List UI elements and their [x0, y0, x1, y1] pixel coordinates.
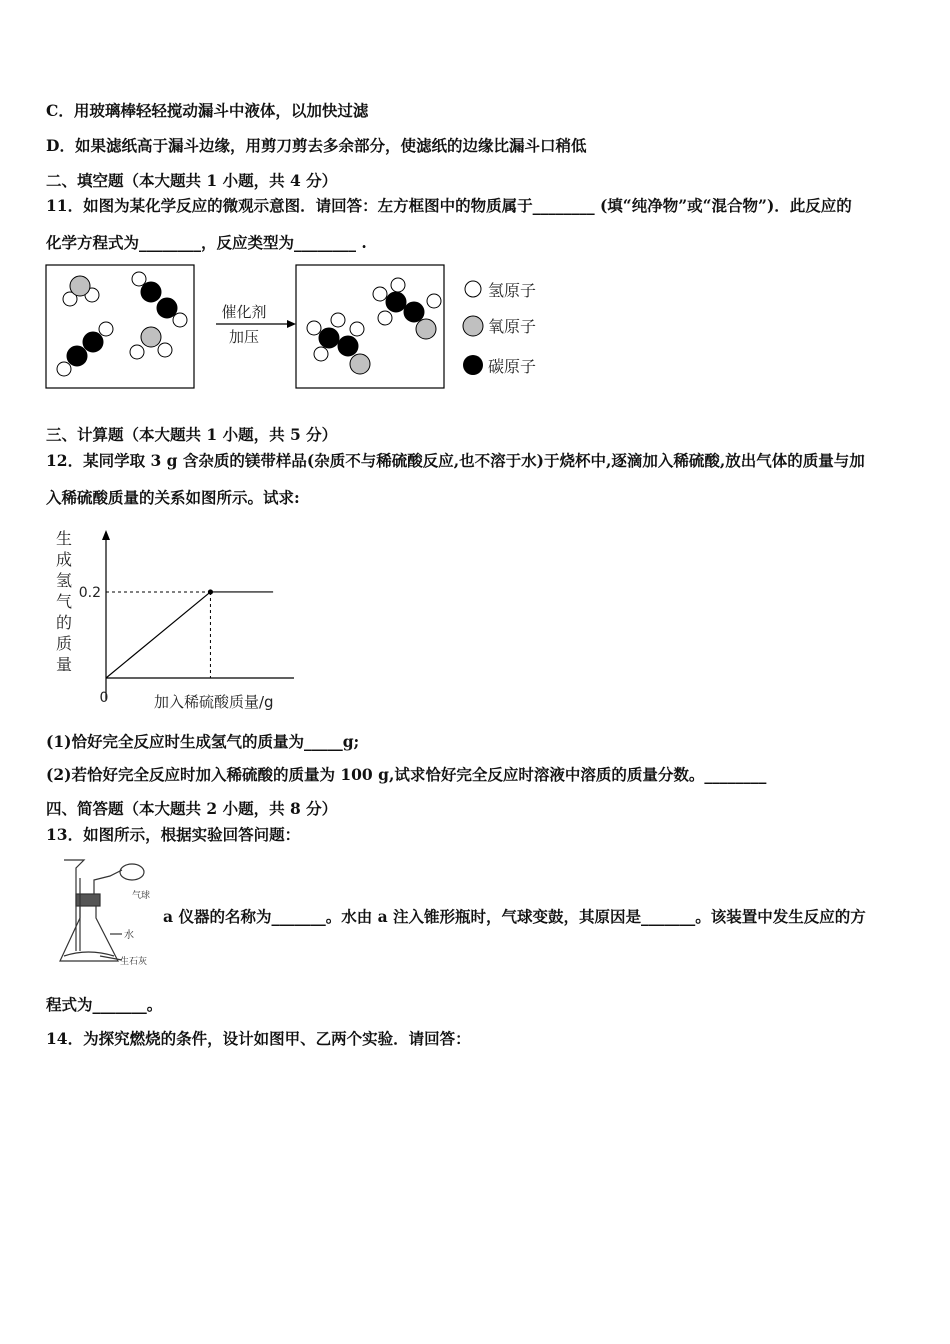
- question-13-line2: a 仪器的名称为_______。水由 a 注入锥形瓶时，气球变鼓，其原因是_______。该装置中发生反应的方: [163, 907, 866, 926]
- label-balloon: 气球: [132, 891, 151, 901]
- option-c: C．用玻璃棒轻轻搅动漏斗中液体，以加快过滤: [46, 101, 369, 120]
- flask-apparatus-diagram: [50, 856, 160, 971]
- carbon-atom-icon: [463, 355, 483, 375]
- question-14: 14．为探究燃烧的条件，设计如图甲、乙两个实验．请回答：: [46, 1029, 471, 1048]
- conical-flask-icon: [60, 906, 118, 961]
- chart-x-label: 加入稀硫酸质量/g: [154, 693, 274, 711]
- question-12-line1: 12．某同学取 3 g 含杂质的镁带样品(杂质不与稀硫酸反应,也不溶于水)于烧杯中,逐滴加入稀硫酸,放出气体的质量与加: [46, 451, 865, 470]
- chart-y-axis-arrow: [102, 530, 110, 540]
- oxygen-atom-icon: [463, 316, 483, 336]
- chart-series-segment: [106, 592, 210, 678]
- label-water: 水: [124, 930, 134, 941]
- question-11-line2: 化学方程式为________，反应类型为________ .: [46, 233, 367, 252]
- section-calculation-heading: 三、计算题（本大题共 1 小题，共 5 分）: [46, 425, 338, 444]
- hydrogen-atom-icon: [465, 281, 481, 297]
- chart-y-label: [56, 529, 72, 674]
- section-fill-in-heading: 二、填空题（本大题共 1 小题，共 4 分）: [46, 171, 338, 190]
- atom-legend: [463, 281, 536, 376]
- option-d: D．如果滤纸高于漏斗边缘，用剪刀剪去多余部分，使滤纸的边缘比漏斗口稍低: [46, 136, 587, 155]
- section-short-answer-heading: 四、简答题（本大题共 2 小题，共 8 分）: [46, 799, 338, 818]
- chart-y-tick-label: 0.2: [78, 584, 101, 601]
- question-12-part1: (1)恰好完全反应时生成氢气的质量为_____g;: [46, 732, 360, 751]
- balloon-icon: [120, 864, 144, 880]
- chart-origin-label: 0: [99, 690, 109, 706]
- chart-y-label-char: 生: [55, 529, 73, 548]
- legend-hydrogen: 氢原子: [488, 281, 537, 300]
- arrow-label-pressure: 加压: [228, 328, 260, 346]
- hydrogen-mass-chart: [44, 522, 304, 717]
- chart-y-label-char: 量: [55, 655, 73, 674]
- question-13-line1: 13．如图所示，根据实验回答问题：: [46, 825, 301, 844]
- question-12-line2: 入稀硫酸质量的关系如图所示。试求:: [46, 488, 300, 507]
- question-13-line3: 程式为_______。: [46, 995, 163, 1014]
- reaction-arrow: [216, 303, 296, 346]
- question-11-line1: 11．如图为某化学反应的微观示意图．请回答：左方框图中的物质属于________ (填“纯净物”或“混合物”)．此反应的: [46, 196, 852, 215]
- chart-y-label-char: 的: [55, 613, 73, 632]
- legend-oxygen: 氧原子: [488, 317, 537, 336]
- arrow-label-catalyst: 催化剂: [221, 303, 267, 321]
- question-12-part2: (2)若恰好完全反应时加入稀硫酸的质量为 100 g,试求恰好完全反应时溶液中溶质的质量分数。________: [46, 765, 767, 784]
- product-molecules: [307, 278, 441, 374]
- chart-y-label-char: 气: [55, 592, 73, 611]
- legend-carbon: 碳原子: [488, 357, 537, 376]
- label-quicklime: 生石灰: [120, 957, 148, 967]
- chart-y-label-char: 氢: [55, 571, 73, 590]
- reactant-molecules: [57, 272, 187, 376]
- chart-turning-point: [208, 589, 213, 594]
- chart-y-label-char: 成: [55, 550, 73, 569]
- chart-y-label-char: 质: [55, 634, 73, 653]
- reaction-diagram: [44, 262, 544, 392]
- funnel-a-icon: [64, 860, 84, 878]
